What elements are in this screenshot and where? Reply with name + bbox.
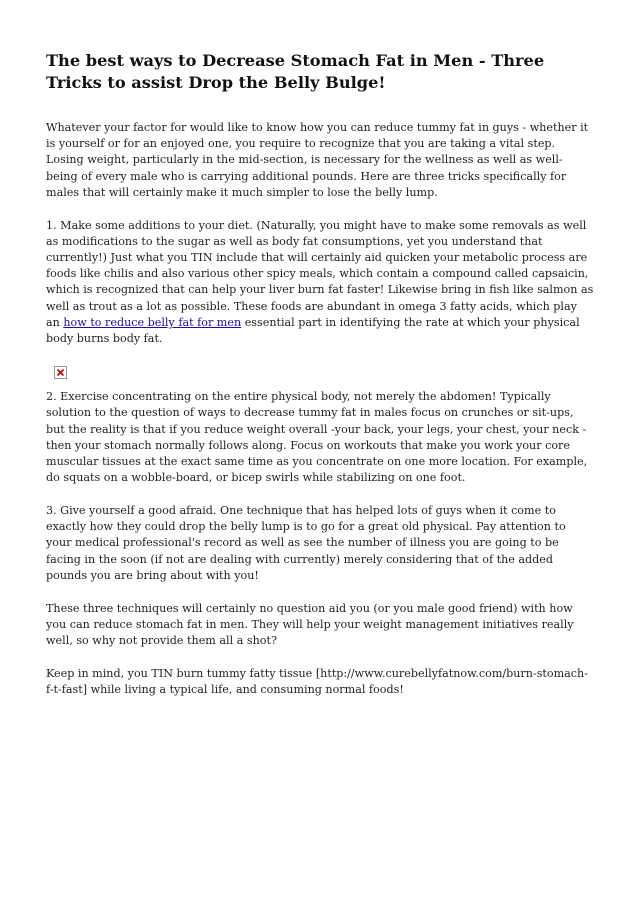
tip-three-paragraph: 3. Give yourself a good afraid. One technique that has helped lots of guys when it come to exactly how they could drop the belly lump is to go for a great old physical. Pay attention to your medical professional's record as well as see the number of illness you are going to be facing in the soon (if not are dealing with currently) merely considering that of the added pounds you are bring about with you! [46, 504, 566, 582]
article-title: The best ways to Decrease Stomach Fat in Men - Three Tricks to assist Drop the Belly Bulge! [46, 51, 545, 92]
tip-one-text-after: essential part in identifying the rate at which your physical body burns body fat. [46, 315, 580, 346]
document-page [46, 50, 594, 715]
tip-one-paragraph [46, 218, 594, 348]
closing-paragraph: Keep in mind, you TIN burn tummy fatty tissue [http://www.curebellyfatnow.com/burn-stomach-f-t-fast] while living a typical life, and consuming normal foods! [46, 666, 588, 697]
tip-one-text-before: 1. Make some additions to your diet. (Naturally, you might have to make some removals as well as modifications to the sugar as well as body fat consumptions, yet you understand that currently!) Just what you TIN include that will certainly aid quicken your metabolic process are foods like chilis and also various other spicy meals, which contain a compound called capsaicin, which is recognized that can help your liver burn fat faster! Likewise bring in fish like salmon as well as trout as a lot as possible. These foods are abundant in omega 3 fatty acids, which play an [46, 218, 594, 329]
tip-two-paragraph: 2. Exercise concentrating on the entire physical body, not merely the abdomen! Typically solution to the question of ways to decrease tummy fat in males focus on crunches or sit-ups, but the reality is that if you reduce weight overall -your back, your legs, your chest, your neck - then your stomach normally follows along. Focus on workouts that make you work your core muscular tissues at the exact same time as you concentrate on one more location. For example, do squats on a wobble-board, or bicep swirls while stabilizing on one foot. [46, 390, 588, 485]
broken-image-icon [54, 366, 67, 379]
belly-fat-link[interactable]: how to reduce belly fat for men [63, 315, 242, 329]
summary-paragraph: These three techniques will certainly no question aid you (or you male good friend) with how you can reduce stomach fat in men. They will help your weight management initiatives really well, so why not provide them all a shot? [46, 601, 574, 648]
intro-paragraph: Whatever your factor for would like to know how you can reduce tummy fat in guys - whether it is yourself or for an enjoyed one, you require to recognize that you are taking a vital step. Losing weight, particularly in the mid-section, is necessary for the wellness as well as well-being of every male who is carrying additional pounds. Here are three tricks specifically for males that will certainly make it much simpler to lose the belly lump. [46, 121, 589, 199]
